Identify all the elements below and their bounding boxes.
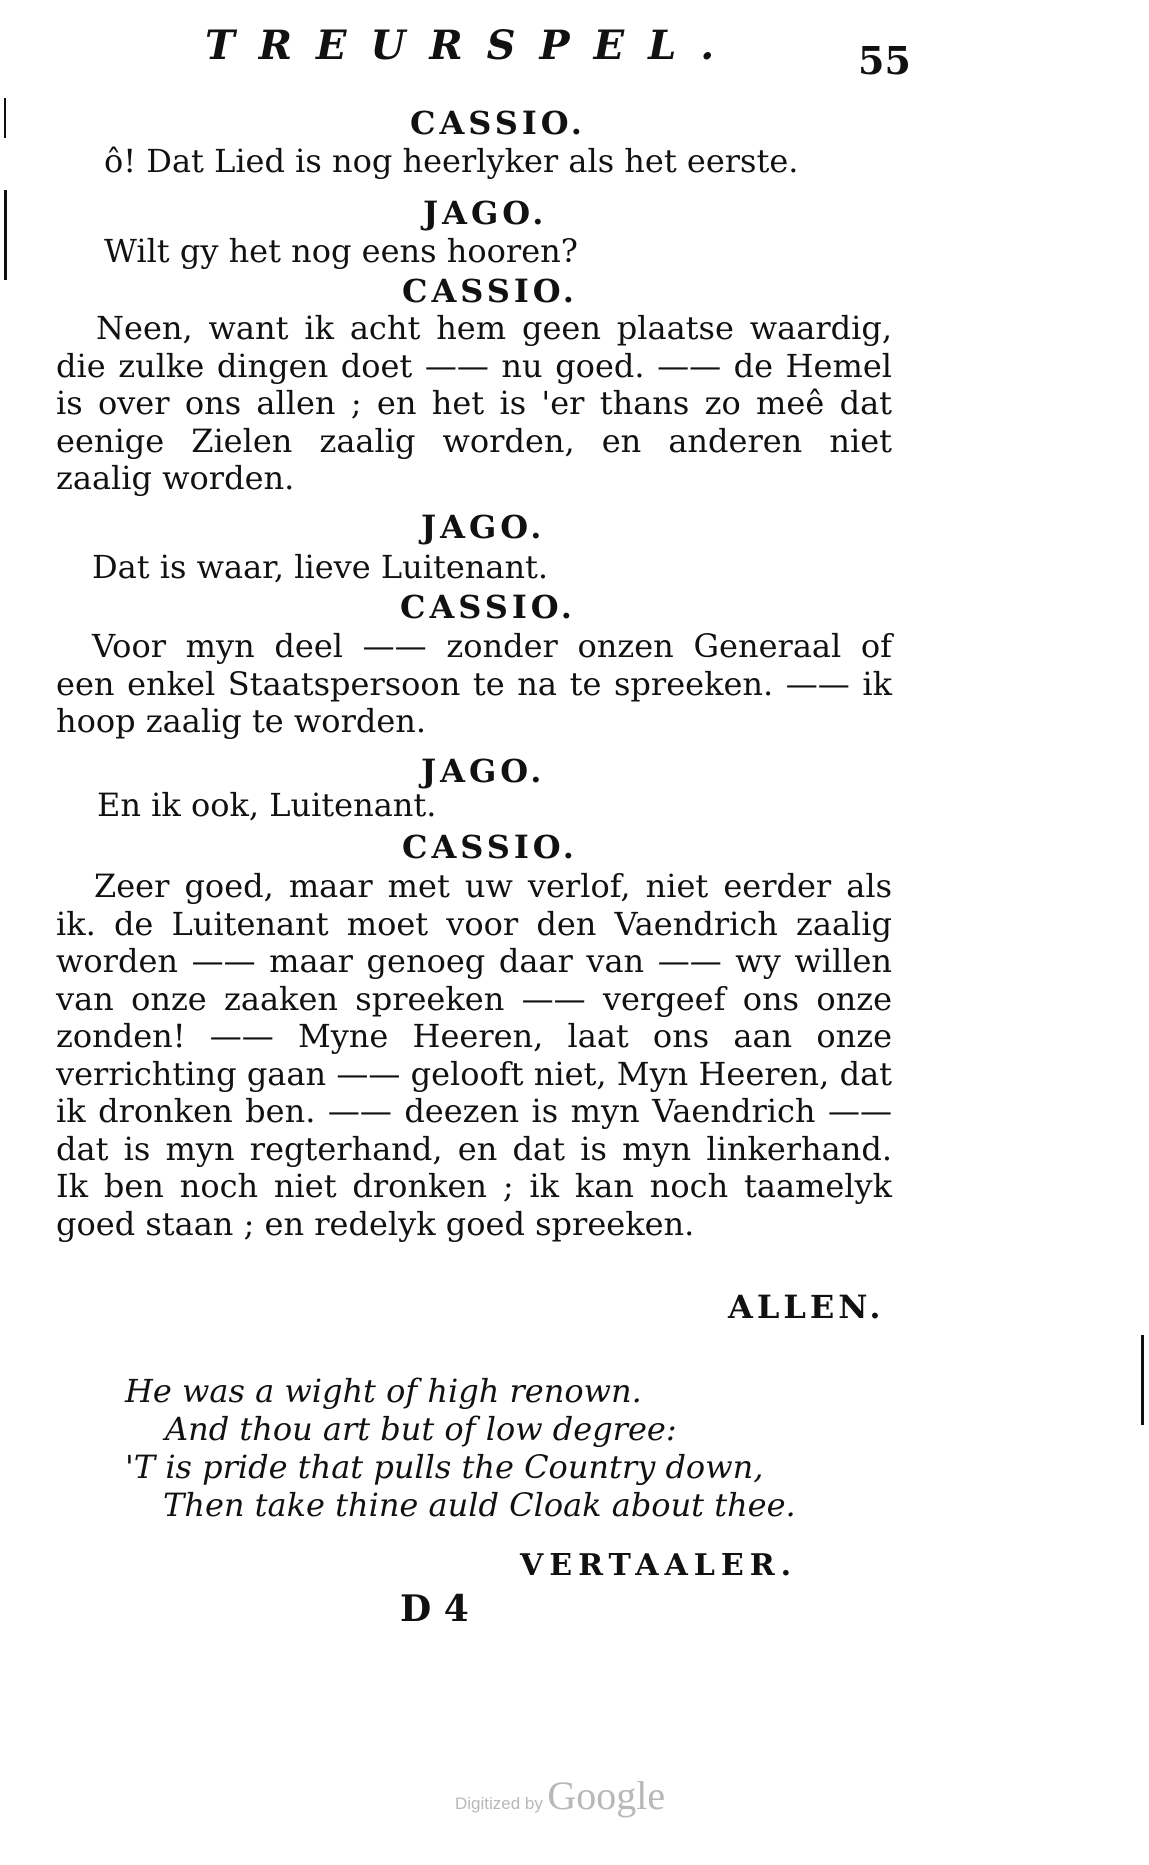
speaker-heading: JAGO. xyxy=(421,752,546,790)
speaker-heading: JAGO. xyxy=(421,508,546,546)
dialogue-paragraph: Neen, want ik acht hem geen plaatse waardig, die zulke dingen doet —— nu goed. —— de Hemel is over ons allen ; en het is 'er thans zo meê dat eenige Zielen zaalig worden, en anderen niet zaalig worden. xyxy=(56,309,892,497)
poem-line: Then take thine auld Cloak about thee. xyxy=(163,1486,796,1524)
poem-line: 'T is pride that pulls the Country down, xyxy=(125,1448,764,1486)
left-margin-mark xyxy=(4,98,6,138)
speaker-heading: CASSIO. xyxy=(400,588,576,626)
gathering-signature: D 4 xyxy=(400,1588,469,1630)
dialogue-line: ô! Dat Lied is nog heerlyker als het eerste. xyxy=(104,142,799,180)
speaker-heading: JAGO. xyxy=(423,194,548,232)
speaker-heading: CASSIO. xyxy=(402,828,578,866)
dialogue-paragraph: Zeer goed, maar met uw verlof, niet eerder als ik. de Luitenant moet voor den Vaendrich zaalig worden —— maar genoeg daar van —— wy willen van onze zaaken spreeken —— vergeef ons onze zonden! —— Myne Heeren, laat ons aan onze verrichting gaan —— gelooft niet, Myn Heeren, dat ik dronken ben. —— deezen is myn Vaendrich —— dat is myn regterhand, en dat is myn linkerhand. Ik ben noch niet dronken ; ik kan noch taamelyk goed staan ; en redelyk goed spreeken. xyxy=(56,867,892,1243)
running-title: TREURSPEL. xyxy=(205,22,739,69)
translator-note: VERTAALER. xyxy=(520,1548,798,1583)
dialogue-line: Dat is waar, lieve Luitenant. xyxy=(92,548,549,586)
speaker-heading: CASSIO. xyxy=(402,272,578,310)
poem-line: And thou art but of low degree: xyxy=(165,1410,677,1448)
digitization-watermark xyxy=(455,1772,665,1819)
dialogue-paragraph: Voor myn deel —— zonder onzen Generaal of een enkel Staatspersoon te na te spreeken. —— ik hoop zaalig te worden. xyxy=(56,627,892,740)
poem-line: He was a wight of high renown. xyxy=(125,1372,642,1410)
watermark-prefix: Digitized by xyxy=(455,1794,543,1813)
google-logo: Google xyxy=(547,1773,666,1818)
right-margin-bar xyxy=(1141,1335,1144,1425)
speaker-heading: ALLEN. xyxy=(728,1288,885,1326)
left-margin-bar xyxy=(4,190,7,280)
page-number: 55 xyxy=(858,38,911,83)
dialogue-line: En ik ook, Luitenant. xyxy=(97,786,437,824)
dialogue-line: Wilt gy het nog eens hooren? xyxy=(104,232,578,270)
speaker-heading: CASSIO. xyxy=(410,104,586,142)
